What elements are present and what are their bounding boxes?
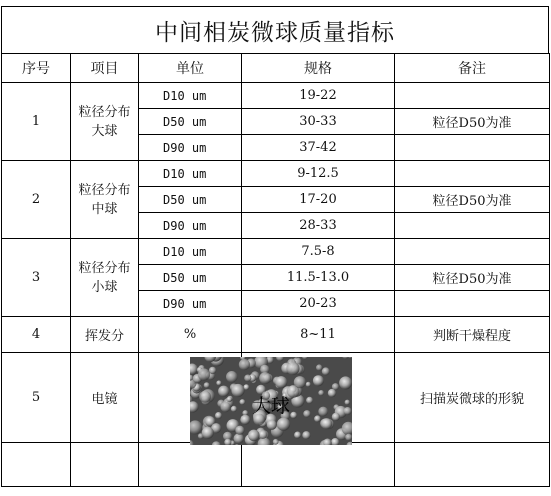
header-spec: 规格 [242, 54, 395, 83]
note-cell: 粒径D50为准 [395, 265, 550, 291]
item-cell: 电镜 [71, 353, 139, 443]
empty-cell [395, 443, 550, 487]
empty-cell [2, 443, 71, 487]
table-row [2, 83, 550, 109]
spec-cell: 28-33 [242, 213, 395, 239]
table-row [2, 239, 550, 265]
spec-cell: 9-12.5 [242, 161, 395, 187]
seq-cell: 1 [2, 83, 71, 161]
item-line: 小球 [91, 279, 118, 295]
empty-cell [242, 443, 395, 487]
note-cell-empty [395, 291, 550, 317]
item-line: 大球 [91, 123, 118, 139]
note-cell-empty [395, 213, 550, 239]
note-cell: 粒径D50为准 [395, 187, 550, 213]
item-cell: 挥发分 [71, 317, 139, 353]
header-unit: 单位 [139, 54, 242, 83]
item-line: 中球 [91, 201, 118, 217]
spec-cell: 7.5-8 [242, 239, 395, 265]
seq-cell: 3 [2, 239, 71, 317]
note-cell: 粒径D50为准 [395, 109, 550, 135]
table-row [2, 353, 550, 443]
header-seq: 序号 [2, 54, 71, 83]
sem-image-label: 大球 [251, 395, 290, 417]
spec-cell: 19-22 [242, 83, 395, 109]
spec-table [1, 53, 550, 487]
item-line: 粒径分布 [78, 182, 131, 198]
spec-cell: 17-20 [242, 187, 395, 213]
unit-cell: % [139, 317, 242, 353]
item-line: 粒径分布 [78, 104, 131, 120]
document-title: 中间相炭微球质量指标 [1, 6, 549, 54]
table-row-empty [2, 443, 550, 487]
header-item: 项目 [71, 54, 139, 83]
header-row [2, 54, 550, 83]
seq-cell: 5 [2, 353, 71, 443]
unit-cell: D10 um [139, 239, 242, 265]
unit-cell: D50 um [139, 109, 242, 135]
item-cell [71, 239, 139, 317]
item-cell [71, 83, 139, 161]
unit-cell: D50 um [139, 187, 242, 213]
note-cell-empty [395, 83, 550, 109]
note-cell-empty [395, 161, 550, 187]
sem-image-cell [242, 353, 395, 443]
seq-cell: 4 [2, 317, 71, 353]
item-cell [71, 161, 139, 239]
unit-cell: D90 um [139, 213, 242, 239]
spec-cell: 30-33 [242, 109, 395, 135]
note-cell: 判断干燥程度 [395, 317, 550, 353]
unit-cell: D90 um [139, 135, 242, 161]
note-cell-empty [395, 239, 550, 265]
unit-cell: D90 um [139, 291, 242, 317]
empty-cell [139, 443, 242, 487]
unit-cell: D10 um [139, 83, 242, 109]
sem-micrograph-image [190, 357, 352, 445]
spec-cell: 37-42 [242, 135, 395, 161]
table-row [2, 317, 550, 353]
seq-cell: 2 [2, 161, 71, 239]
empty-cell [71, 443, 139, 487]
unit-cell: D10 um [139, 161, 242, 187]
spec-cell: 11.5-13.0 [242, 265, 395, 291]
spec-cell: 8~11 [242, 317, 395, 353]
spec-cell: 20-23 [242, 291, 395, 317]
table-row [2, 161, 550, 187]
item-line: 粒径分布 [78, 260, 131, 276]
unit-cell: D50 um [139, 265, 242, 291]
note-cell-empty [395, 135, 550, 161]
note-cell: 扫描炭微球的形貌 [395, 353, 550, 443]
header-note: 备注 [395, 54, 550, 83]
